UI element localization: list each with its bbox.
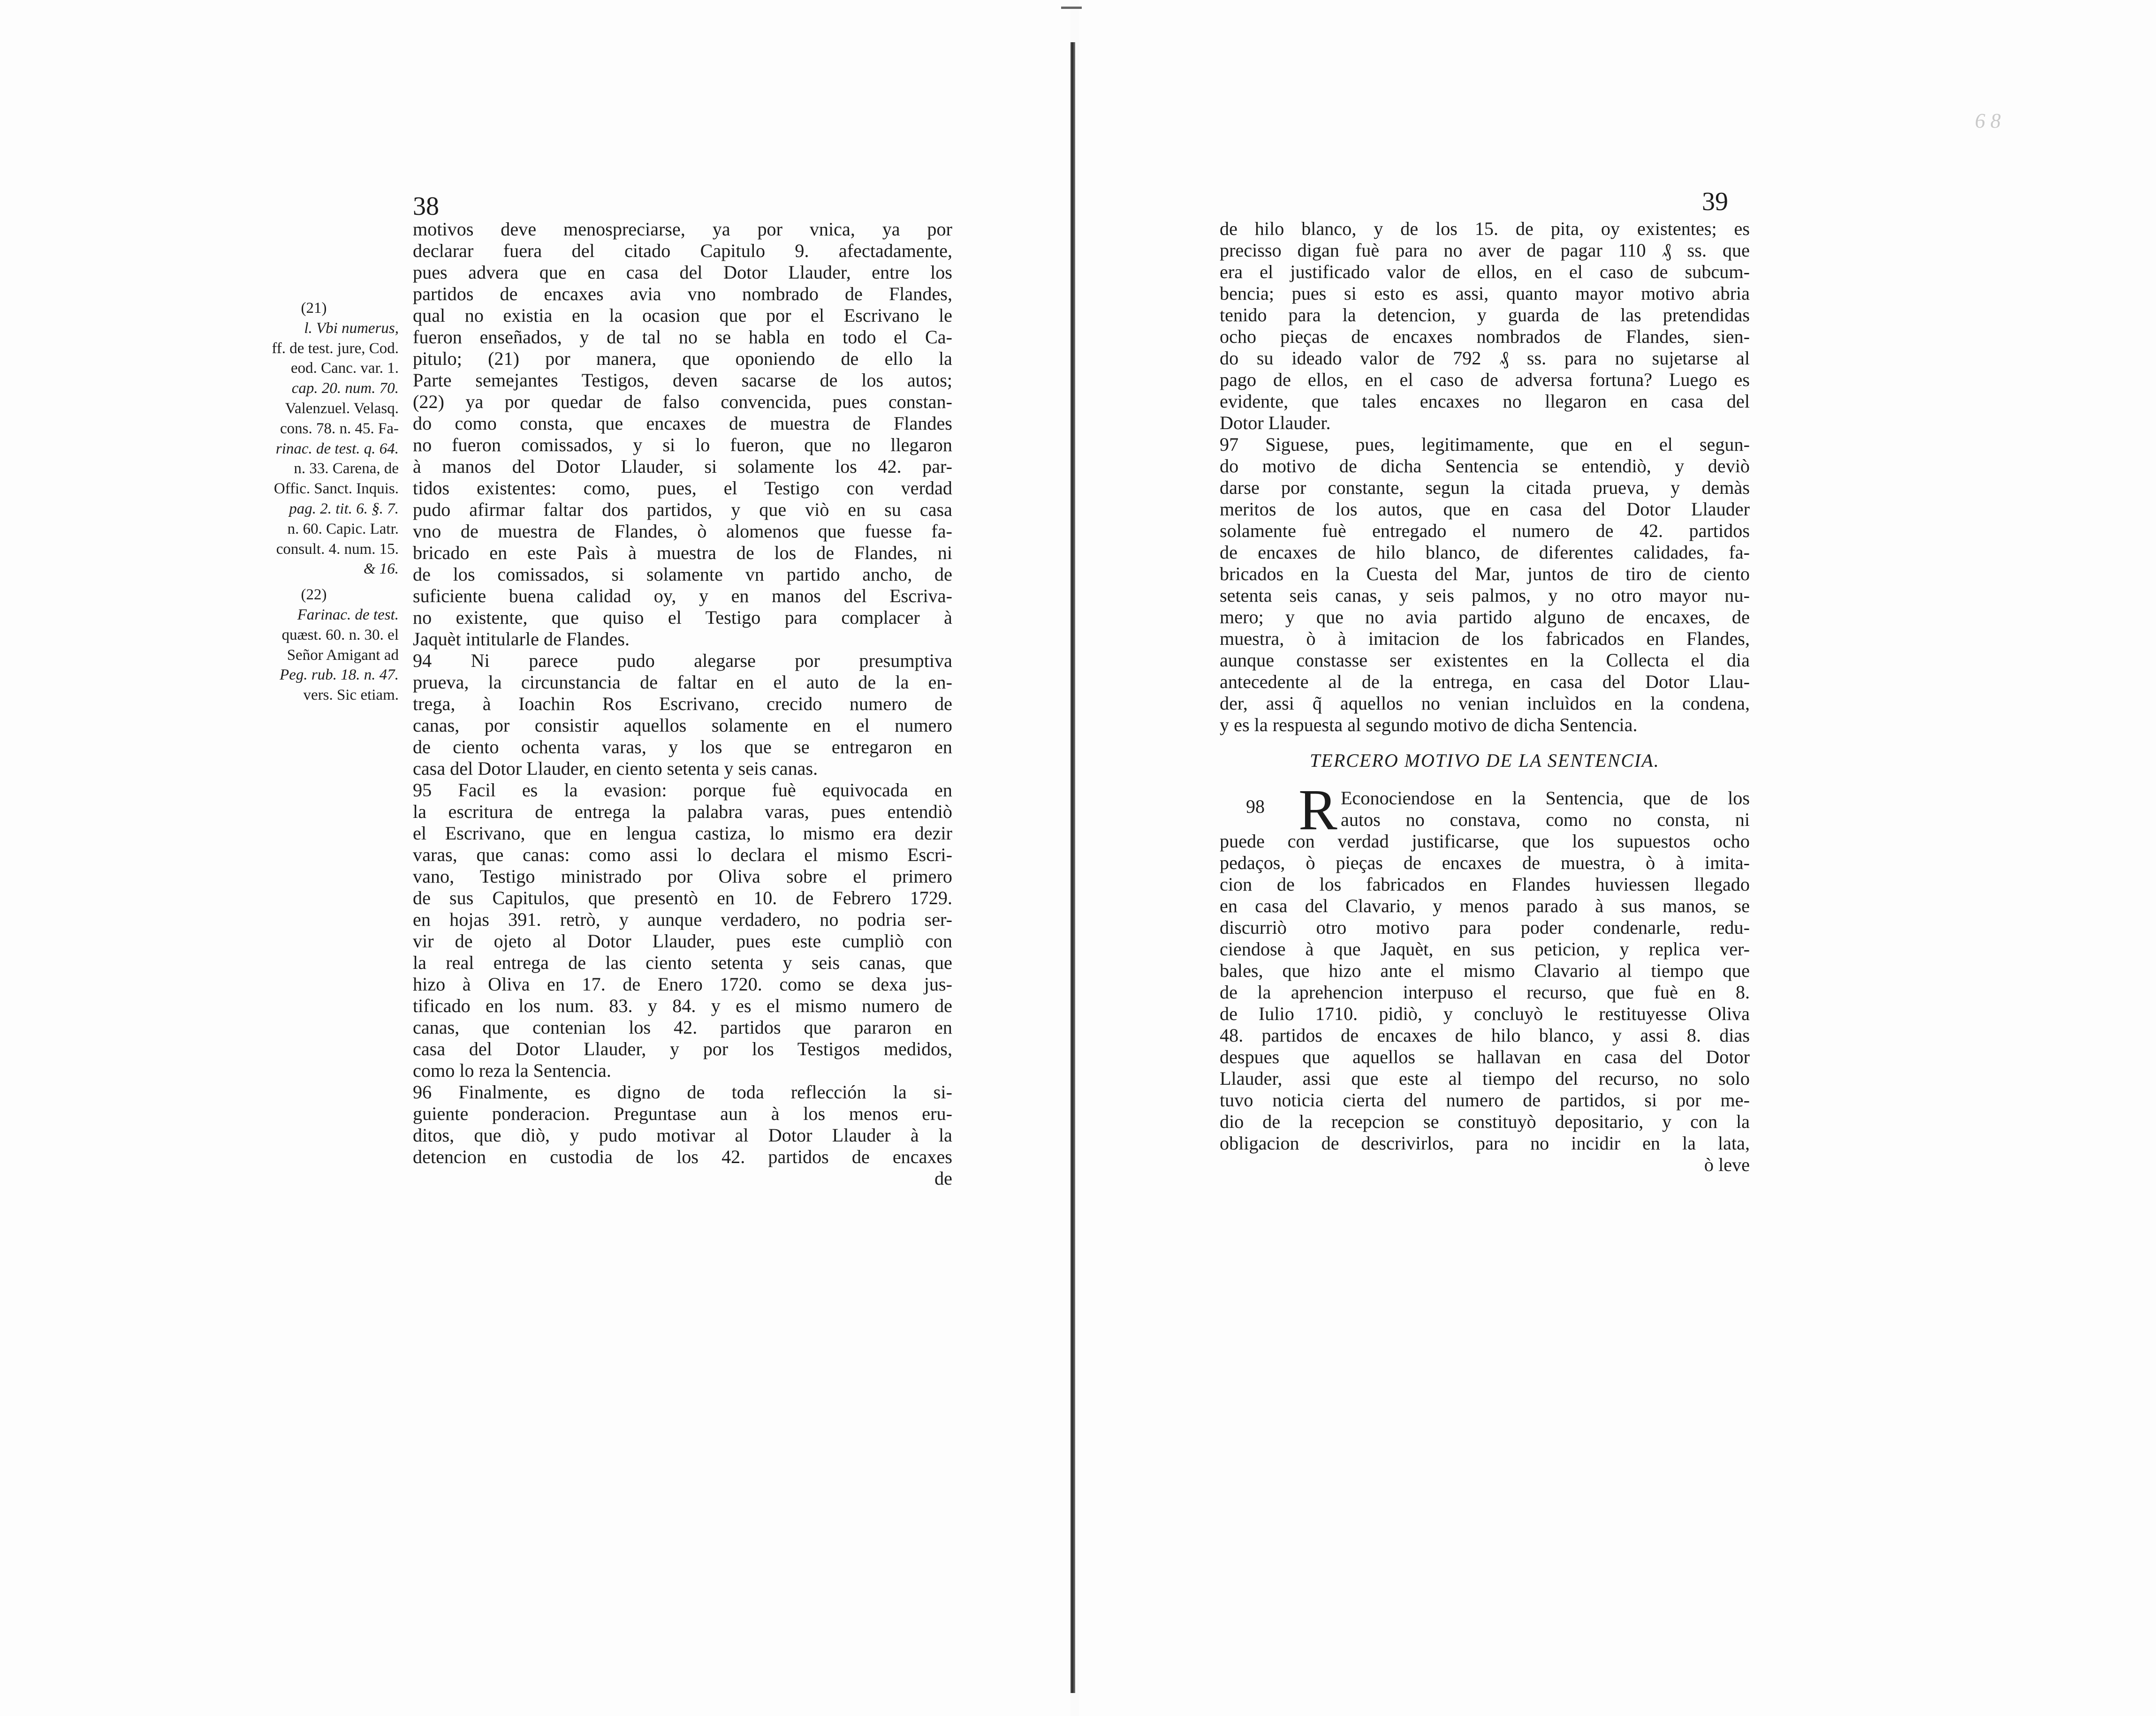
text-line: ditos, que diò, y pudo motivar al Dotor Llauder à la: [413, 1125, 952, 1146]
text-line: mero; y que no avia partido alguno de encaxes, de: [1220, 606, 1750, 627]
margin-note-ref: (21): [301, 300, 327, 317]
text-line: obligacion de descrivirlos, para no incidir en la lata,: [1220, 1133, 1750, 1154]
paragraph-98: [1220, 778, 1750, 1176]
text-line: suficiente buena calidad oy, y en manos del Escriva-: [413, 585, 952, 606]
text-line: pago de ellos, en el caso de adversa fortuna? Luego es: [1220, 369, 1750, 390]
text-line: do como consta, que encaxes de muestra de Flandes: [413, 413, 952, 434]
text-line: bricados en la Cuesta del Mar, juntos de tiro de ciento: [1220, 563, 1750, 584]
text-line: de sus Capitulos, que presentò en 10. de Febrero 1729.: [413, 887, 952, 908]
text-line: pudo afirmar faltar dos partidos, y que viò en su casa: [413, 499, 952, 520]
section-heading: TERCERO MOTIVO DE LA SENTENCIA.: [1310, 750, 1660, 771]
text-line: tenido para la detencion, y guarda de las pretendidas: [1220, 304, 1750, 325]
text-line: qual no existia en la ocasion que por el Escrivano le: [413, 305, 952, 326]
text-line: bales, que hizo ante el mismo Clavario al tiempo que: [1220, 960, 1750, 981]
text-line: autos no constava, como no consta, ni: [1341, 809, 1750, 830]
text-line: canas, por consistir aquellos solamente en el numero: [413, 715, 952, 736]
text-line: Econociendose en la Sentencia, que de los: [1341, 787, 1750, 809]
text-line: no fueron comissados, y si lo fueron, que no llegaron: [413, 434, 952, 455]
text-line: partidos de encaxes avia vno nombrado de Flandes,: [413, 283, 952, 304]
margin-note-line: pag. 2. tit. 6. §. 7.: [289, 500, 399, 517]
text-line: darse por constante, segun la citada prueva, y demàs: [1220, 477, 1750, 498]
text-line: vano, Testigo ministrado por Oliva sobre el primero: [413, 866, 952, 887]
text-line: Jaquèt intitularle de Flandes.: [413, 628, 630, 650]
text-line: à manos del Dotor Llauder, si solamente los 42. par-: [413, 456, 952, 477]
margin-note-line: cap. 20. num. 70.: [291, 380, 399, 397]
text-line: do motivo de dicha Sentencia se entendiò, y deviò: [1220, 455, 1750, 476]
text-line: Llauder, assi que este al tiempo del recurso, no solo: [1220, 1068, 1750, 1089]
text-line: bencia; pues si esto es assi, quanto mayor motivo abria: [1220, 283, 1750, 304]
text-line: casa del Dotor Llauder, y por los Testigos medidos,: [413, 1038, 952, 1059]
text-line: tificado en los num. 83. y 84. y es el mismo numero de: [413, 995, 952, 1016]
text-line: pedaços, ò pieças de encaxes de muestra, ò à imita-: [1220, 852, 1750, 873]
text-line: ciendose à que Jaquèt, en sus peticion, y replica ver-: [1220, 938, 1750, 960]
text-line: de hilo blanco, y de los 15. de pita, oy existentes; es: [1220, 218, 1750, 239]
text-line: meritos de los autos, que en casa del Dotor Llauder: [1220, 499, 1750, 520]
drop-capital: R: [1298, 778, 1337, 842]
text-line: bricado en este Paìs à muestra de los de Flandes, ni: [413, 542, 952, 563]
text-line: precisso digan fuè para no aver de pagar 110 ₰ ss. que: [1220, 240, 1750, 261]
text-line: trega, à Ioachin Ros Escrivano, crecido numero de: [413, 693, 952, 714]
text-line: vno de muestra de Flandes, ò alomenos que fuesse fa-: [413, 521, 952, 542]
catchword: ò leve: [1704, 1154, 1750, 1175]
text-line: el Escrivano, que en lengua castiza, lo mismo era dezir: [413, 823, 952, 844]
text-line: fueron enseñados, y de tal no se habla en todo el Ca-: [413, 326, 952, 348]
text-line: evidente, que tales encaxes no llegaron en casa del: [1220, 391, 1750, 412]
margin-note-line: Peg. rub. 18. n. 47.: [280, 666, 399, 684]
margin-note-line: Farinac. de test.: [297, 606, 399, 623]
text-line: do su ideado valor de 792 ₰ ss. para no sujetarse al: [1220, 348, 1750, 369]
top-mark: [1061, 7, 1082, 9]
text-line: vir de ojeto al Dotor Llauder, pues este cumpliò con: [413, 930, 952, 952]
margin-note-line: & 16.: [363, 560, 399, 578]
margin-note-line: consult. 4. num. 15.: [276, 540, 399, 558]
margin-note-line: l. Vbi numerus,: [304, 319, 399, 337]
right-text-column: [1220, 218, 1750, 1176]
margin-note-line: Señor Amigant ad: [287, 646, 399, 664]
text-line: la real entrega de las ciento setenta y seis canas, que: [413, 952, 952, 973]
text-line: de la aprehencion interpuso el recurso, que fuè en 8.: [1220, 982, 1750, 1003]
text-line: y es la respuesta al segundo motivo de dicha Sentencia.: [1220, 714, 1638, 735]
text-line: no existente, que quiso el Testigo para complacer à: [413, 607, 952, 628]
text-line: puede con verdad justificarse, que los supuestos ocho: [1220, 831, 1750, 852]
right-text-top: [1220, 218, 1750, 736]
text-line: dio de la recepcion se constituyò depositario, y con la: [1220, 1111, 1750, 1132]
handwritten-folio-number: 6 8: [1975, 109, 2001, 132]
text-line: varas, que canas: como assi lo declara el mismo Escri-: [413, 844, 952, 865]
text-line: de encaxes de hilo blanco, de diferentes calidades, fa-: [1220, 542, 1750, 563]
text-line: de Iulio 1710. pidiò, y concluyò le restituyesse Oliva: [1220, 1003, 1750, 1024]
text-line: muestra, ò à imitacion de los fabricados en Flandes,: [1220, 628, 1750, 649]
text-line: detencion en custodia de los 42. partidos de encaxes: [413, 1146, 952, 1167]
margin-note-line: ff. de test. jure, Cod.: [272, 340, 399, 357]
page-number-left: 38: [413, 192, 439, 221]
text-line: 95 Facil es la evasion: porque fuè equivocada en: [413, 779, 952, 801]
text-line: casa del Dotor Llauder, en ciento setenta y seis canas.: [413, 758, 818, 779]
text-line: cion de los fabricados en Flandes huviessen llegado: [1220, 874, 1750, 895]
margin-note-ref: (22): [301, 586, 327, 604]
text-line: pues advera que en casa del Dotor Llauder, entre los: [413, 262, 952, 283]
text-line: 97 Siguese, pues, legitimamente, que en el segun-: [1220, 434, 1750, 455]
text-line: en casa del Clavario, y menos parado à sus manos, se: [1220, 895, 1750, 916]
text-line: tidos existentes: como, pues, el Testigo con verdad: [413, 477, 952, 499]
text-line: era el justificado valor de ellos, en el caso de subcum-: [1220, 261, 1750, 282]
text-line: antecedente al de la entrega, en casa del Dotor Llau-: [1220, 671, 1750, 692]
text-line: hizo à Oliva en 17. de Enero 1720. como se dexa jus-: [413, 974, 952, 995]
text-line: como lo reza la Sentencia.: [413, 1060, 611, 1081]
text-line: guiente ponderacion. Preguntase aun à los menos eru-: [413, 1103, 952, 1124]
text-line: der, assi q̃ aquellos no venian incluìdos en la condena,: [1220, 693, 1750, 714]
margin-note-line: eod. Canc. var. 1.: [290, 360, 399, 377]
margin-notes: [229, 298, 399, 711]
paragraph-98-lines: [1220, 831, 1750, 1154]
margin-note-line: Valenzuel. Velasq.: [285, 400, 399, 417]
text-line: canas, que contenian los 42. partidos que pararon en: [413, 1017, 952, 1038]
margin-note-line: quæst. 60. n. 30. el: [281, 626, 399, 643]
gutter-shadow: [1070, 42, 1075, 1693]
text-line: setenta seis canas, y seis palmos, y no otro mayor nu-: [1220, 585, 1750, 606]
text-line: motivos deve menospreciarse, ya por vnica, ya por: [413, 219, 952, 240]
text-line: en hojas 391. retrò, y aunque verdadero, no podria ser-: [413, 909, 952, 930]
text-line: ocho pieças de encaxes nombrados de Flandes, sien-: [1220, 326, 1750, 347]
text-line: aunque constasse ser existentes en la Collecta el dia: [1220, 650, 1750, 671]
margin-note-line: Offic. Sanct. Inquis.: [273, 480, 399, 498]
text-line: pitulo; (21) por manera, que oponiendo de ello la: [413, 348, 952, 369]
paragraph-number: 98: [1246, 796, 1265, 817]
text-line: (22) ya por quedar de falso convencida, pues constan-: [413, 391, 952, 412]
margin-note-line: n. 60. Capic. Latr.: [287, 520, 399, 537]
text-line: prueva, la circunstancia de faltar en el auto de la en-: [413, 672, 952, 693]
text-line: de ciento ochenta varas, y los que se entregaron en: [413, 736, 952, 757]
margin-note-line: vers. Sic etiam.: [303, 687, 399, 704]
text-line: 48. partidos de encaxes de hilo blanco, y assi 8. dias: [1220, 1025, 1750, 1046]
text-line: tuvo noticia cierta del numero de partidos, si por me-: [1220, 1089, 1750, 1111]
text-line: discurriò otro motivo para poder condenarle, redu-: [1220, 917, 1750, 938]
text-line: Dotor Llauder.: [1220, 412, 1331, 433]
text-line: de los comissados, si solamente vn partido ancho, de: [413, 564, 952, 585]
text-line: declarar fuera del citado Capitulo 9. afectadamente,: [413, 240, 952, 261]
text-line: 94 Ni parece pudo alegarse por presumptiva: [413, 650, 952, 671]
margin-note-line: rinac. de test. q. 64.: [275, 440, 399, 457]
left-text-column: [413, 219, 952, 1189]
page-number-right: 39: [1702, 187, 1728, 216]
text-line: la escritura de entrega la palabra varas, pues entendiò: [413, 801, 952, 822]
margin-note-line: n. 33. Carena, de: [294, 460, 399, 477]
margin-note-line: cons. 78. n. 45. Fa-: [280, 420, 399, 437]
text-line: despues que aquellos se hallavan en casa del Dotor: [1220, 1046, 1750, 1067]
text-line: de: [934, 1168, 952, 1189]
text-line: Parte semejantes Testigos, deven sacarse de los autos;: [413, 370, 952, 391]
text-line: 96 Finalmente, es digno de toda reflección la si-: [413, 1081, 952, 1103]
text-line: solamente fuè entregado el numero de 42. partidos: [1220, 520, 1750, 541]
